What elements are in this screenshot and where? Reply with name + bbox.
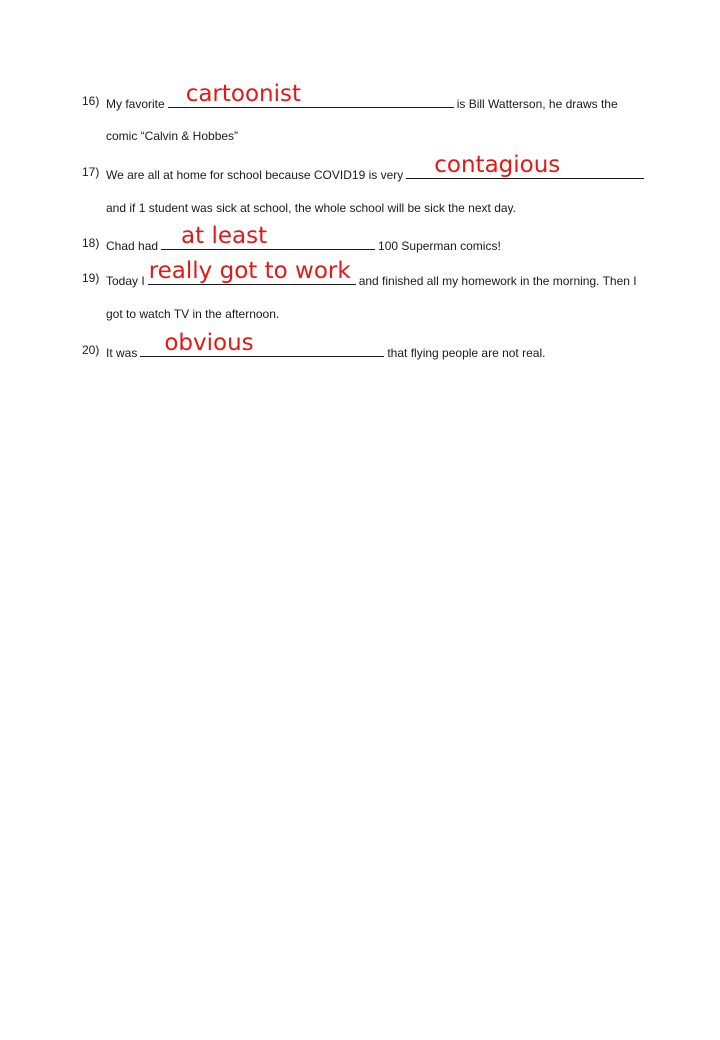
handwritten-answer: obvious [164, 330, 254, 356]
question-line [106, 81, 618, 112]
answer-blank[interactable] [161, 223, 375, 250]
answer-blank[interactable] [406, 152, 644, 179]
question-text-before: Today I [106, 274, 145, 288]
question-text-before: We are all at home for school because COVID19 is very [106, 168, 404, 182]
question-text-before: Chad had [106, 239, 159, 253]
question-continuation: got to watch TV in the afternoon. [106, 307, 280, 321]
answer-blank[interactable] [148, 258, 356, 285]
handwritten-answer: contagious [434, 152, 561, 178]
question-number: 20) [82, 343, 100, 357]
question-line [106, 152, 647, 183]
question-line [106, 223, 501, 254]
question-number: 16) [82, 94, 100, 108]
question-continuation: comic “Calvin & Hobbes” [106, 129, 239, 143]
question-number: 18) [82, 236, 100, 250]
question-text-before: It was [106, 346, 138, 360]
question-number: 19) [82, 271, 100, 285]
question-number: 17) [82, 165, 100, 179]
question-line [106, 258, 637, 289]
answer-blank[interactable] [168, 81, 454, 108]
handwritten-answer: really got to work [148, 258, 351, 284]
question-text-after: and finished all my homework in the morning. Then I [358, 274, 637, 288]
handwritten-answer: at least [181, 223, 268, 249]
question-text-after: that flying people are not real. [387, 346, 546, 360]
question-text-before: My favorite [106, 97, 165, 111]
question-text-after: is Bill Watterson, he draws the [456, 97, 618, 111]
question-line [106, 330, 546, 361]
answer-blank[interactable] [140, 330, 384, 357]
question-continuation: and if 1 student was sick at school, the whole school will be sick the next day. [106, 201, 516, 215]
handwritten-answer: cartoonist [185, 81, 302, 107]
question-text-after: 100 Superman comics! [378, 239, 501, 253]
